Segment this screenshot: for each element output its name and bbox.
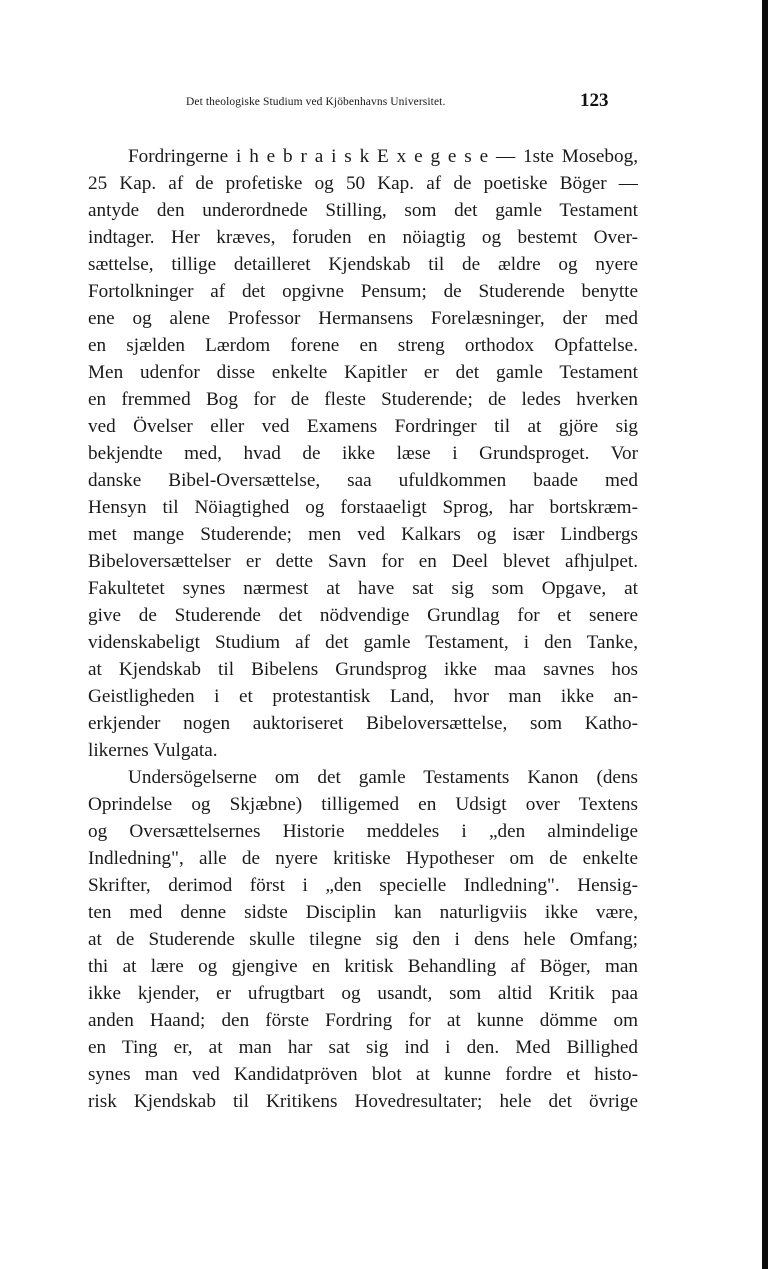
text-line: at Kjendskab til Bibelens Grundsprog ikke maa savnes hos	[88, 659, 638, 680]
text-line: at de Studerende skulle tilegne sig den i dens hele Omfang;	[88, 929, 638, 950]
text-line: antyde den underordnede Stilling, som det gamle Testament	[88, 200, 638, 221]
text-line: met mange Studerende; men ved Kalkars og især Lindbergs	[88, 524, 638, 545]
text-line: ikke kjender, er ufrugtbart og usandt, som altid Kritik paa	[88, 983, 638, 1004]
text-line: og Oversættelsernes Historie meddeles i „den almindelige	[88, 821, 638, 842]
text-line: indtager. Her kræves, foruden en nöiagtig og bestemt Over-	[88, 227, 638, 248]
paragraph-2	[88, 764, 638, 1115]
text-line: erkjender nogen auktoriseret Bibeloversættelse, som Katho-	[88, 713, 638, 734]
text-line: Fakultetet synes nærmest at have sat sig som Opgave, at	[88, 578, 638, 599]
text-line: Bibeloversættelser er dette Savn for en Deel blevet afhjulpet.	[88, 551, 638, 572]
text-line: anden Haand; den förste Fordring for at kunne dömme om	[88, 1010, 638, 1031]
text-line: synes man ved Kandidatpröven blot at kunne fordre et histo-	[88, 1064, 638, 1085]
paragraph-1	[88, 143, 638, 764]
text-line: ten med denne sidste Disciplin kan naturligviis ikke være,	[88, 902, 638, 923]
text-line: ene og alene Professor Hermansens Forelæsninger, der med	[88, 308, 638, 329]
text-line: en sjælden Lærdom forene en streng orthodox Opfattelse.	[88, 335, 638, 356]
text-line: Hensyn til Nöiagtighed og forstaaeligt Sprog, har bortskræm-	[88, 497, 638, 518]
text-line: danske Bibel-Oversættelse, saa ufuldkommen baade med	[88, 470, 638, 491]
text-line: en Ting er, at man har sat sig ind i den. Med Billighed	[88, 1037, 638, 1058]
text-line: Indledning", alle de nyere kritiske Hypotheser om de enkelte	[88, 848, 638, 869]
text-line: risk Kjendskab til Kritikens Hovedresultater; hele det övrige	[88, 1091, 638, 1112]
text-line: thi at lære og gjengive en kritisk Behandling af Böger, man	[88, 956, 638, 977]
text-line: sættelse, tillige detailleret Kjendskab til de ældre og nyere	[88, 254, 638, 275]
page-number: 123	[580, 90, 609, 111]
text-line: en fremmed Bog for de fleste Studerende; de ledes hverken	[88, 389, 638, 410]
body-text	[88, 143, 638, 1115]
text-line: Fordringerne i h e b r a i s k E x e g e s e — 1ste Mosebog,	[128, 146, 638, 167]
text-line: give de Studerende det nödvendige Grundlag for et senere	[88, 605, 638, 626]
text-line: Oprindelse og Skjæbne) tilligemed en Udsigt over Textens	[88, 794, 638, 815]
text-line: Men udenfor disse enkelte Kapitler er det gamle Testament	[88, 362, 638, 383]
text-line: videnskabeligt Studium af det gamle Testament, i den Tanke,	[88, 632, 638, 653]
text-line: likernes Vulgata.	[88, 740, 218, 761]
text-line: Geistligheden i et protestantisk Land, hvor man ikke an-	[88, 686, 638, 707]
text-line: Fortolkninger af det opgivne Pensum; de Studerende benytte	[88, 281, 638, 302]
text-line: ved Övelser eller ved Examens Fordringer til at gjöre sig	[88, 416, 638, 437]
scan-edge-shadow	[762, 0, 768, 1269]
running-head: Det theologiske Studium ved Kjöbenhavns Universitet.	[186, 96, 446, 108]
text-line: 25 Kap. af de profetiske og 50 Kap. af de poetiske Böger —	[88, 173, 638, 194]
text-line: Undersögelserne om det gamle Testaments Kanon (dens	[128, 767, 638, 788]
text-line: bekjendte med, hvad de ikke læse i Grundsproget. Vor	[88, 443, 638, 464]
text-line: Skrifter, derimod först i „den specielle Indledning". Hensig-	[88, 875, 638, 896]
